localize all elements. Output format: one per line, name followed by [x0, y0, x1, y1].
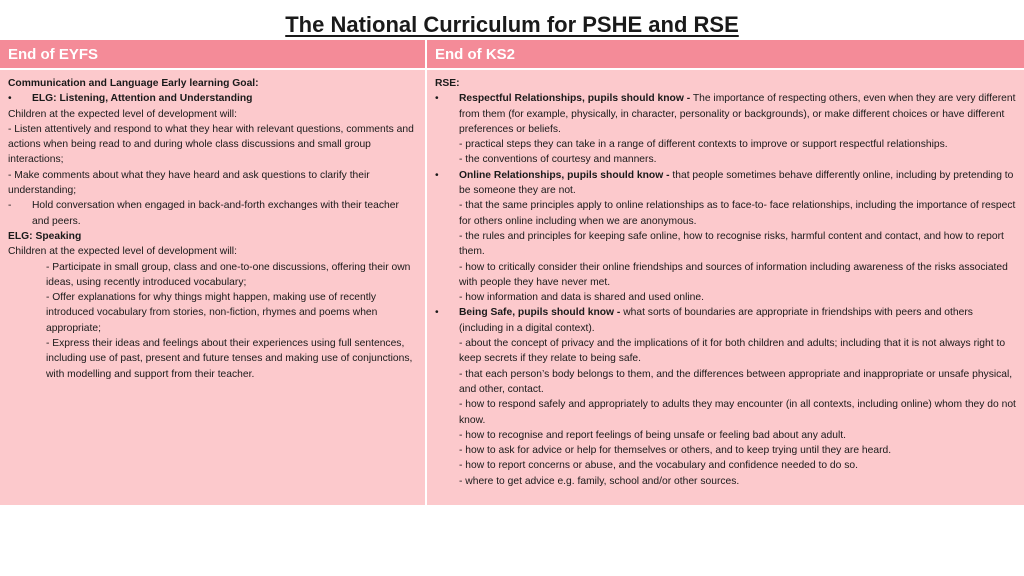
ks2-section-intro — [459, 305, 1016, 336]
dash-marker: - — [8, 200, 12, 212]
ks2-content — [425, 70, 1024, 505]
ks2-section-body — [459, 305, 1019, 489]
eyfs-content — [0, 70, 425, 505]
ks2-section — [435, 168, 1019, 306]
eyfs-sub-item: - Express their ideas and feelings about their experiences using full sentences, including use of past, present and future tenses and making use of conjunctions, with modelling and support from their teacher. — [46, 338, 416, 380]
eyfs-item: - Listen attentively and respond to what they hear with relevant questions, comments and actions when being read to and during whole class discussions and small group interactions; — [8, 123, 417, 166]
eyfs-item-conversation — [8, 198, 417, 229]
ks2-point: - how to ask for advice or help for themselves or others, and to keep trying until they are heard. — [459, 445, 892, 457]
ks2-point: - that the same principles apply to online relationships as to face-to- face relationships, including the importance of respect for others online including when we are anonymous. — [459, 200, 1019, 227]
ks2-section-lead: Online Relationships, pupils should know - — [459, 169, 670, 181]
ks2-point: - how to critically consider their online friendships and sources of information including awareness of the risks associated with people they have never met. — [459, 261, 1011, 288]
eyfs-bullet-listening — [8, 91, 417, 106]
ks2-point: - about the concept of privacy and the implications of it for both children and adults; including that it is not always right to keep secrets if they relate to being safe. — [459, 338, 1008, 365]
ks2-section-body — [459, 91, 1019, 167]
ks2-point: - that each person’s body belongs to them, and the differences between appropriate and inappropriate or unsafe physical, and other, contact. — [459, 368, 1016, 395]
ks2-point: - the rules and principles for keeping safe online, how to recognise risks, harmful content and contact, and how to report them. — [459, 230, 1007, 258]
eyfs-item: Hold conversation when engaged in back-and-forth exchanges with their teacher and peers. — [32, 200, 399, 227]
ks2-point: - where to get advice e.g. family, school and/or other sources. — [459, 475, 740, 487]
bullet-marker: • — [435, 93, 439, 105]
ks2-point: - how to report concerns or abuse, and the vocabulary and confidence needed to do so. — [459, 460, 858, 472]
page-title-text: The National Curriculum for PSHE and RSE — [285, 12, 739, 37]
eyfs-intro-listening: Children at the expected level of development will: — [8, 108, 237, 120]
ks2-section-text: that people sometimes behave differently online, including by pretending to be someone they are not. — [459, 169, 1017, 197]
column-header-eyfs: End of EYFS — [0, 40, 425, 70]
ks2-section-text: The importance of respecting others, even when they are very different from them (for example, physically, in character, personality or backgrounds), or make different choices or have different preferences or beliefs. — [459, 93, 1019, 135]
eyfs-heading: Communication and Language Early learning Goal: — [8, 78, 259, 89]
eyfs-sub-item: - Offer explanations for why things might happen, making use of recently introduced vocabulary from stories, non-fiction, rhymes and poems when appropriate; — [46, 292, 381, 334]
ks2-section-intro — [459, 91, 1019, 137]
elg-listening-heading: ELG: Listening, Attention and Understanding — [32, 93, 253, 105]
column-header-ks2: End of KS2 — [425, 40, 1024, 70]
rse-heading: RSE: — [435, 78, 460, 89]
page-title — [0, 10, 1024, 40]
curriculum-table — [0, 40, 1024, 505]
ks2-sections — [435, 91, 1019, 489]
ks2-section — [435, 91, 1019, 167]
ks2-point: - the conventions of courtesy and manners. — [459, 154, 657, 166]
eyfs-intro-speaking: Children at the expected level of development will: — [8, 246, 237, 258]
bullet-marker: • — [435, 169, 439, 181]
bullet-marker: • — [8, 93, 12, 105]
bullet-marker: • — [435, 307, 439, 319]
ks2-section-text: what sorts of boundaries are appropriate in friendships with peers and others (including in a digital context). — [459, 307, 976, 334]
ks2-section-intro — [459, 168, 1016, 199]
ks2-point: - how to respond safely and appropriately to adults they may encounter (in all contexts, including online) whom they do not know. — [459, 399, 1019, 426]
ks2-section-lead: Respectful Relationships, pupils should know - — [459, 93, 691, 105]
ks2-section-body — [459, 168, 1019, 306]
ks2-point: - how to recognise and report feelings of being unsafe or feeling bad about any adult. — [459, 429, 846, 441]
ks2-section — [435, 305, 1019, 489]
ks2-point: - practical steps they can take in a range of different contexts to improve or support respectful relationships. — [459, 139, 948, 151]
eyfs-sub-item: - Participate in small group, class and one-to-one discussions, offering their own ideas, using recently introduced vocabulary; — [46, 261, 414, 288]
ks2-point: - how information and data is shared and used online. — [459, 292, 704, 304]
ks2-section-lead: Being Safe, pupils should know - — [459, 307, 621, 319]
elg-speaking-heading: ELG: Speaking — [8, 230, 82, 242]
eyfs-item: - Make comments about what they have heard and ask questions to clarify their understanding; — [8, 169, 373, 197]
